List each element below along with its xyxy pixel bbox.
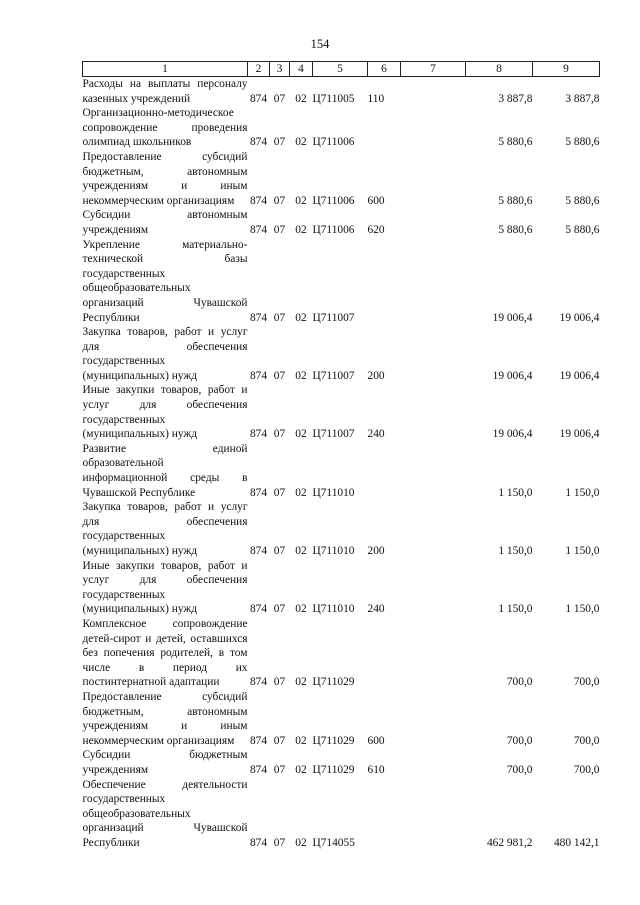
cell-pr: 02 (295, 763, 307, 776)
cell-csr: Ц711006 (312, 136, 355, 149)
cell-col8: 19 006,4 (492, 369, 533, 382)
table-row (83, 238, 600, 326)
row-name: Организационно-методическое сопровождение проведения олимпиад школьников (82, 107, 248, 149)
cell-ved: 874 (249, 194, 268, 207)
cell-pr: 02 (295, 486, 307, 499)
table-row (83, 778, 600, 851)
cell-col9: 1 150,0 (565, 603, 600, 616)
table-row (83, 442, 600, 500)
cell-rz: 07 (273, 763, 286, 776)
cell-csr: Ц711029 (312, 676, 355, 689)
column-header: 3 (270, 62, 290, 77)
table-body (83, 77, 600, 851)
row-name: Обеспечение деятельности государственных общеобразовательных организаций Чувашской Республики (82, 778, 248, 849)
cell-vr: 600 (367, 194, 385, 207)
cell-pr: 02 (295, 194, 307, 207)
cell-vr: 610 (367, 763, 385, 776)
cell-col9: 700,0 (573, 734, 600, 747)
cell-rz: 07 (273, 836, 286, 849)
cell-vr: 620 (367, 223, 385, 236)
cell-col9: 1 150,0 (565, 545, 600, 557)
cell-csr: Ц711029 (312, 734, 355, 747)
cell-ved: 874 (249, 136, 268, 149)
cell-rz: 07 (273, 223, 286, 236)
cell-col8: 5 880,6 (498, 136, 533, 149)
cell-ved: 874 (249, 311, 268, 324)
cell-rz: 07 (273, 369, 286, 382)
cell-csr: Ц711005 (312, 92, 355, 105)
table-row (83, 748, 600, 777)
column-header: 4 (290, 62, 313, 77)
cell-csr: Ц714055 (312, 836, 355, 849)
cell-col9: 5 880,6 (565, 194, 600, 207)
table-row (83, 500, 600, 558)
cell-col8: 1 150,0 (498, 545, 533, 557)
cell-ved: 874 (249, 428, 268, 441)
cell-col8: 1 150,0 (498, 603, 533, 616)
column-header: 6 (368, 62, 401, 77)
cell-col7 (401, 238, 466, 326)
row-name: Предоставление субсидий бюджетным, автономным учреждениям и иным некоммерческим организациям (82, 690, 248, 747)
row-name: Развитие единой образовательной информационной среды в Чувашской Республике (82, 442, 248, 499)
table-row (83, 106, 600, 150)
cell-col7 (401, 690, 466, 748)
cell-pr: 02 (295, 545, 307, 557)
cell-col7 (401, 778, 466, 851)
cell-ved: 874 (249, 223, 268, 236)
table-row (83, 325, 600, 383)
cell-pr: 02 (295, 92, 307, 105)
cell-pr: 02 (295, 369, 307, 382)
cell-rz: 07 (273, 545, 286, 557)
cell-col9: 1 150,0 (565, 486, 600, 499)
column-header: 9 (533, 62, 600, 77)
cell-vr: 110 (367, 92, 385, 105)
cell-vr (368, 617, 401, 690)
column-header: 1 (83, 62, 248, 77)
cell-col7 (401, 500, 466, 558)
table-row (83, 150, 600, 208)
row-name: Иные закупки товаров, работ и услуг для обеспечения государственных (муниципальных) нужд (82, 559, 248, 616)
cell-col8: 5 880,6 (498, 223, 533, 236)
cell-vr (368, 442, 401, 500)
cell-col7 (401, 559, 466, 617)
cell-col9: 5 880,6 (565, 136, 600, 149)
cell-col8: 3 887,8 (498, 92, 533, 105)
cell-col7 (401, 748, 466, 777)
cell-rz: 07 (273, 428, 286, 441)
cell-ved: 874 (249, 676, 268, 689)
cell-pr: 02 (295, 223, 307, 236)
cell-rz: 07 (273, 92, 286, 105)
cell-vr: 240 (367, 603, 385, 616)
cell-col7 (401, 383, 466, 441)
budget-table (82, 61, 600, 850)
cell-vr: 200 (367, 369, 385, 382)
cell-csr: Ц711010 (312, 545, 355, 557)
cell-csr: Ц711006 (312, 194, 355, 207)
cell-rz: 07 (273, 136, 286, 149)
cell-csr: Ц711007 (312, 311, 355, 324)
cell-csr: Ц711010 (312, 603, 355, 616)
cell-col9: 700,0 (573, 763, 600, 776)
cell-col7 (401, 617, 466, 690)
cell-col7 (401, 106, 466, 150)
table-row (83, 617, 600, 690)
cell-pr: 02 (295, 676, 307, 689)
cell-csr: Ц711007 (312, 369, 355, 382)
cell-pr: 02 (295, 603, 307, 616)
cell-rz: 07 (273, 603, 286, 616)
cell-col9: 19 006,4 (559, 369, 600, 382)
cell-col7 (401, 442, 466, 500)
cell-vr: 200 (367, 545, 385, 557)
row-name: Субсидии бюджетным учреждениям (82, 749, 248, 776)
cell-col8: 700,0 (506, 676, 533, 689)
cell-col9: 700,0 (573, 676, 600, 689)
cell-col8: 462 981,2 (486, 836, 533, 849)
row-name: Субсидии автономным учреждениям (82, 209, 248, 236)
table-row (83, 690, 600, 748)
page-number: 154 (310, 37, 330, 51)
row-name: Закупка товаров, работ и услуг для обеспечения государственных (муниципальных) нужд (82, 501, 248, 557)
cell-col7 (401, 208, 466, 237)
cell-vr: 240 (367, 428, 385, 441)
table-row (83, 559, 600, 617)
cell-csr: Ц711029 (312, 763, 355, 776)
cell-col8: 19 006,4 (492, 428, 533, 441)
row-name: Комплексное сопровождение детей-сирот и детей, оставшихся без попечения родителей, в том числе в период их постинтернатной адаптации (82, 617, 248, 689)
row-name: Иные закупки товаров, работ и услуг для обеспечения государственных (муниципальных) нужд (82, 384, 248, 441)
cell-col7 (401, 150, 466, 208)
cell-rz: 07 (273, 734, 286, 747)
cell-col8: 700,0 (506, 734, 533, 747)
cell-ved: 874 (249, 836, 268, 849)
cell-ved: 874 (249, 603, 268, 616)
cell-col8: 5 880,6 (498, 194, 533, 207)
cell-pr: 02 (295, 734, 307, 747)
cell-ved: 874 (249, 763, 268, 776)
table-row (83, 383, 600, 441)
cell-rz: 07 (273, 194, 286, 207)
column-header: 8 (466, 62, 533, 77)
cell-col9: 480 142,1 (553, 836, 600, 849)
row-name: Предоставление субсидий бюджетным, автономным учреждениям и иным некоммерческим организациям (82, 150, 248, 207)
cell-col8: 1 150,0 (498, 486, 533, 499)
row-name: Закупка товаров, работ и услуг для обеспечения государственных (муниципальных) нужд (82, 326, 248, 382)
cell-col7 (401, 77, 466, 107)
column-header: 2 (248, 62, 270, 77)
cell-pr: 02 (295, 428, 307, 441)
cell-csr: Ц711006 (312, 223, 355, 236)
cell-rz: 07 (273, 311, 286, 324)
cell-vr (368, 778, 401, 851)
table-row (83, 77, 600, 107)
cell-pr: 02 (295, 836, 307, 849)
table-header-row (83, 62, 600, 77)
cell-ved: 874 (249, 545, 268, 557)
cell-rz: 07 (273, 486, 286, 499)
cell-rz: 07 (273, 676, 286, 689)
cell-vr: 600 (367, 734, 385, 747)
column-header: 7 (401, 62, 466, 77)
cell-col8: 700,0 (506, 763, 533, 776)
cell-col8: 19 006,4 (492, 311, 533, 324)
cell-csr: Ц711007 (312, 428, 355, 441)
cell-pr: 02 (295, 136, 307, 149)
cell-ved: 874 (249, 486, 268, 499)
cell-ved: 874 (249, 369, 268, 382)
cell-ved: 874 (249, 734, 268, 747)
row-name: Укрепление материально-технической базы государственных общеобразовательных организаций Чувашской Республики (82, 238, 248, 324)
column-header: 5 (313, 62, 368, 77)
row-name: Расходы на выплаты персоналу казенных учреждений (82, 78, 248, 105)
cell-col9: 19 006,4 (559, 428, 600, 441)
cell-vr (368, 238, 401, 326)
cell-vr (368, 106, 401, 150)
cell-csr: Ц711010 (312, 486, 355, 499)
cell-ved: 874 (249, 92, 268, 105)
cell-col9: 5 880,6 (565, 223, 600, 236)
table-row (83, 208, 600, 237)
cell-col9: 3 887,8 (565, 92, 600, 105)
cell-col9: 19 006,4 (559, 311, 600, 324)
cell-col7 (401, 325, 466, 383)
cell-pr: 02 (295, 311, 307, 324)
